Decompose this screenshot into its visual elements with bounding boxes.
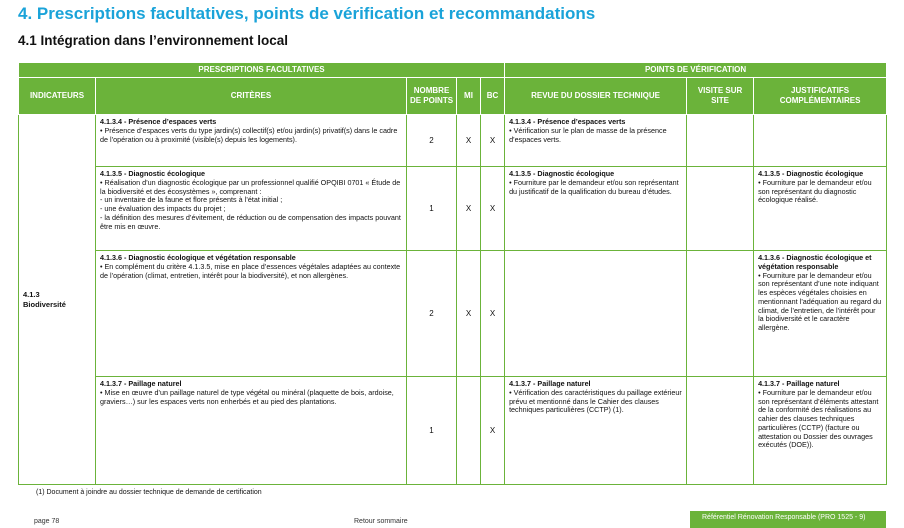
bc-cell: X bbox=[481, 115, 505, 167]
points-cell: 2 bbox=[407, 251, 457, 377]
justif-text: • Fourniture par le demandeur et/ou son représentant d’une note indiquant les espèces végétales choisies en mentionnant l’adéquation au regard du climat, de l’entretien, de l’intérêt pour la biodiversité et le caractère allergène. bbox=[758, 270, 882, 333]
col-header-justificatifs: JUSTIFICATIFS COMPLÉMENTAIRES bbox=[754, 78, 887, 115]
bc-cell: X bbox=[481, 167, 505, 251]
group-header-verification: POINTS DE VÉRIFICATION bbox=[505, 63, 887, 78]
visite-cell bbox=[687, 251, 754, 377]
mi-cell: X bbox=[457, 115, 481, 167]
criteria-table bbox=[18, 62, 887, 485]
justif-title: 4.1.3.5 - Diagnostic écologique bbox=[758, 169, 864, 178]
footer-banner: Référentiel Rénovation Responsable (PRO 1525 - 9) bbox=[690, 511, 886, 528]
justif-text: • Fourniture par le demandeur et/ou son représentant d’éléments attestant de la conformité des réalisations au cahier des clauses techniques particulières (CCTP) (facture ou attestation ou Dossier des ouvrages exécutés (DOE)). bbox=[758, 387, 879, 450]
bc-cell: X bbox=[481, 251, 505, 377]
page-number: page 78 bbox=[34, 518, 60, 525]
visite-cell bbox=[687, 167, 754, 251]
criterion-title: 4.1.3.4 - Présence d’espaces verts bbox=[100, 117, 217, 126]
revue-cell bbox=[505, 115, 687, 167]
justif-title: 4.1.3.7 - Paillage naturel bbox=[758, 379, 840, 388]
criterion-title: 4.1.3.6 - Diagnostic écologique et végétation responsable bbox=[100, 253, 296, 262]
criterion-title: 4.1.3.7 - Paillage naturel bbox=[100, 379, 182, 388]
justif-title: 4.1.3.6 - Diagnostic écologique et végétation responsable bbox=[758, 253, 872, 271]
criterion-cell bbox=[96, 377, 407, 485]
justif-cell bbox=[754, 115, 887, 167]
criterion-cell bbox=[96, 251, 407, 377]
indicator-cell bbox=[19, 115, 96, 485]
points-cell: 1 bbox=[407, 377, 457, 485]
points-cell: 2 bbox=[407, 115, 457, 167]
revue-cell bbox=[505, 167, 687, 251]
points-cell: 1 bbox=[407, 167, 457, 251]
revue-text: • Fourniture par le demandeur et/ou son représentant du justificatif de la qualification du bureau d’études. bbox=[509, 177, 679, 196]
col-header-mi: MI bbox=[457, 78, 481, 115]
criterion-cell bbox=[96, 167, 407, 251]
criterion-text: • Mise en œuvre d’un paillage naturel de type végétal ou minéral (plaquette de bois, ardoise, graviers…) sur les espaces verts non enherbés et au pied des plantations. bbox=[100, 387, 394, 406]
table-row bbox=[19, 251, 887, 377]
table-row bbox=[19, 377, 887, 485]
revue-text: • Vérification des caractéristiques du paillage extérieur prévu et mentionné dans le Cahier des clauses techniques particulières (CCTP) (1). bbox=[509, 387, 682, 415]
col-header-visite: VISITE SUR SITE bbox=[687, 78, 754, 115]
indicator-label: 4.1.3 Biodiversité bbox=[23, 290, 66, 309]
criterion-text: • En complément du critère 4.1.3.5, mise en place d’essences végétales adaptées au contexte de l’opération (climat, entretien, intérêt pour la biodiversité), et non allergènes. bbox=[100, 261, 401, 280]
col-header-revue: REVUE DU DOSSIER TECHNIQUE bbox=[505, 78, 687, 115]
col-header-bc: BC bbox=[481, 78, 505, 115]
table-row bbox=[19, 115, 887, 167]
criterion-cell bbox=[96, 115, 407, 167]
revue-cell bbox=[505, 251, 687, 377]
justif-cell bbox=[754, 167, 887, 251]
col-header-criteres: CRITÈRES bbox=[96, 78, 407, 115]
revue-title: 4.1.3.5 - Diagnostic écologique bbox=[509, 169, 615, 178]
revue-title: 4.1.3.4 - Présence d’espaces verts bbox=[509, 117, 626, 126]
table-row bbox=[19, 167, 887, 251]
justif-cell bbox=[754, 251, 887, 377]
criterion-title: 4.1.3.5 - Diagnostic écologique bbox=[100, 169, 206, 178]
section-title: 4. Prescriptions facultatives, points de vérification et recommandations bbox=[18, 4, 596, 23]
revue-title: 4.1.3.7 - Paillage naturel bbox=[509, 379, 591, 388]
mi-cell: X bbox=[457, 251, 481, 377]
back-to-summary-link[interactable]: Retour sommaire bbox=[354, 518, 408, 525]
bc-cell: X bbox=[481, 377, 505, 485]
criterion-text: • Réalisation d’un diagnostic écologique par un professionnel qualifié OPQIBI 0701 « Étude de la biodiversité et des écosystèmes », comprenant : - un inventaire de la faune et flore présents à l’état initial ; - une évaluation des impacts du projet ; - la définition des mesures d’évitement, de réduction ou de compensation des impacts pouvant être mis en œuvre. bbox=[100, 177, 401, 231]
justif-cell bbox=[754, 377, 887, 485]
group-header-prescriptions: PRESCRIPTIONS FACULTATIVES bbox=[19, 63, 505, 78]
criterion-text: • Présence d’espaces verts du type jardin(s) collectif(s) et/ou jardin(s) privatif(s) dans le cadre de l’opération ou à proximité (visible(s) depuis les logements). bbox=[100, 125, 398, 144]
col-header-indicateurs: INDICATEURS bbox=[19, 78, 96, 115]
visite-cell bbox=[687, 377, 754, 485]
justif-text: • Fourniture par le demandeur et/ou son représentant du diagnostic écologique réalisé. bbox=[758, 177, 872, 205]
col-header-points: NOMBRE DE POINTS bbox=[407, 78, 457, 115]
subsection-title: 4.1 Intégration dans l’environnement local bbox=[18, 33, 289, 48]
revue-text: • Vérification sur le plan de masse de la présence d’espaces verts. bbox=[509, 125, 667, 144]
mi-cell: X bbox=[457, 167, 481, 251]
footnote: (1) Document à joindre au dossier technique de demande de certification bbox=[36, 489, 262, 496]
mi-cell bbox=[457, 377, 481, 485]
visite-cell bbox=[687, 115, 754, 167]
revue-cell bbox=[505, 377, 687, 485]
